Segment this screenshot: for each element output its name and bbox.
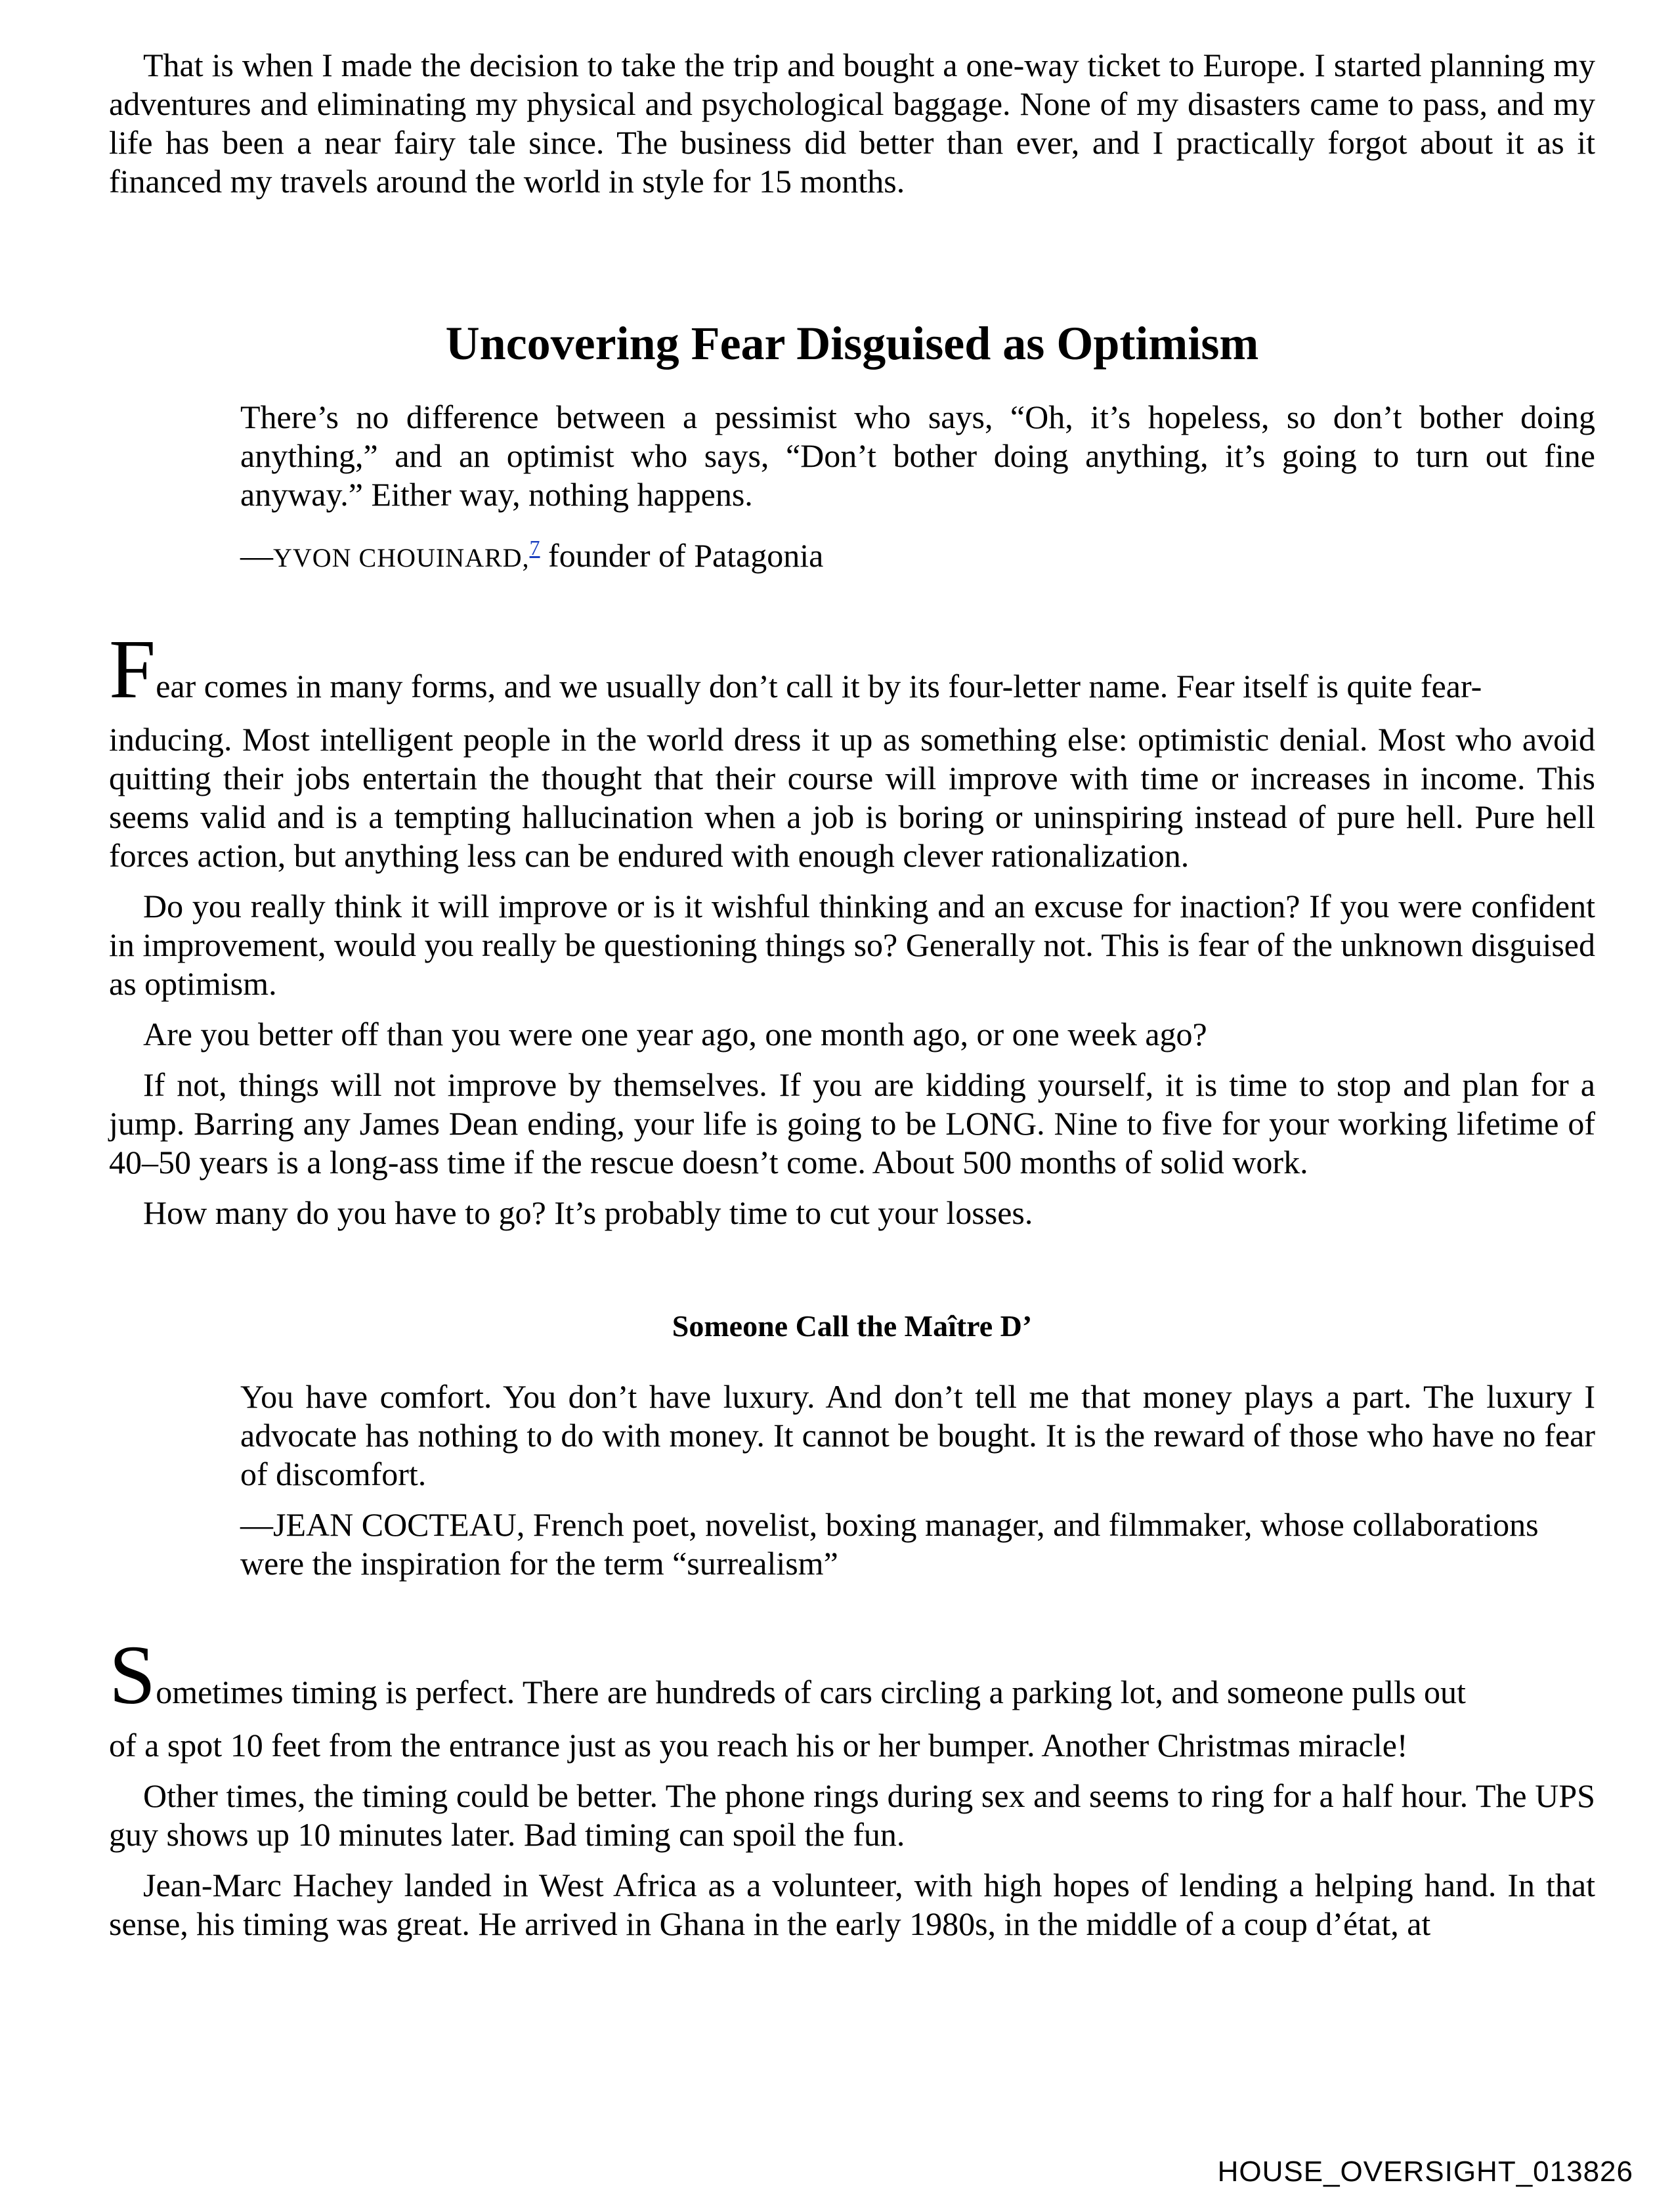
attribution-role: founder of Patagonia bbox=[540, 537, 824, 574]
dropcap-line-text: ometimes timing is perfect. There are hundreds of cars circling a parking lot, and someone pulls out bbox=[156, 1674, 1466, 1710]
epigraph-quote: You have comfort. You don’t have luxury. And don’t tell me that money plays a part. The luxury I advocate has nothing to do with money. It cannot be bought. It is the reward of those who have no fear of discomfort. bbox=[240, 1378, 1595, 1492]
dropcap-letter: F bbox=[109, 622, 156, 716]
document-page bbox=[109, 46, 1595, 1943]
epigraph-attribution: —JEAN COCTEAU, French poet, novelist, boxing manager, and filmmaker, whose collaborations were the inspiration for the term “surrealism” bbox=[240, 1506, 1539, 1582]
epigraph-quote: There’s no difference between a pessimist who says, “Oh, it’s hopeless, so don’t bother doing anything,” and an optimist who says, “Don’t bother doing anything, it’s going to turn out fine anyway.” Either way, nothing happens. bbox=[240, 399, 1595, 513]
dropcap-rest: of a spot 10 feet from the entrance just as you reach his or her bumper. Another Christmas miracle! bbox=[109, 1727, 1408, 1764]
body-paragraph: Other times, the timing could be better. The phone rings during sex and seems to ring for a half hour. The UPS guy shows up 10 minutes later. Bad timing can spoil the fun. bbox=[109, 1777, 1595, 1853]
epigraph-attribution bbox=[240, 529, 1595, 577]
dropcap-paragraph bbox=[109, 622, 1595, 875]
dropcap-line-text: ear comes in many forms, and we usually don’t call it by its four-letter name. Fear itself is quite fear- bbox=[156, 668, 1482, 705]
body-paragraph: Jean-Marc Hachey landed in West Africa as a volunteer, with high hopes of lending a helping hand. In that sense, his timing was great. He arrived in Ghana in the early 1980s, in the middle of a coup d’état, at bbox=[109, 1867, 1595, 1942]
dropcap-first-line bbox=[109, 622, 1595, 716]
footnote-link[interactable]: 7 bbox=[529, 536, 540, 559]
attribution-author: YVON CHOUINARD, bbox=[273, 543, 530, 573]
intro-paragraph: That is when I made the decision to take the trip and bought a one-way ticket to Europe. I started planning my adventures and eliminating my physical and psychological baggage. None of my disasters came to pass, and my life has been a near fairy tale since. The business did better than ever, and I practically forgot about it as it financed my travels around the world in style for 15 months. bbox=[109, 47, 1595, 200]
body-paragraph: Do you really think it will improve or is it wishful thinking and an excuse for inaction? If you were confident in improvement, would you really be questioning things so? Generally not. This is fear of the unknown disguised as optimism. bbox=[109, 888, 1595, 1002]
subsection-title: Someone Call the Maître D’ bbox=[672, 1309, 1033, 1343]
bates-number: HOUSE_OVERSIGHT_013826 bbox=[1217, 2156, 1633, 2188]
body-paragraph: How many do you have to go? It’s probably time to cut your losses. bbox=[143, 1194, 1033, 1231]
dropcap-first-line bbox=[109, 1628, 1595, 1722]
epigraph bbox=[240, 398, 1595, 577]
body-paragraph: If not, things will not improve by themselves. If you are kidding yourself, it is time to stop and plan for a jump. Barring any James Dean ending, your life is going to be LONG. Nine to five for your working lifetime of 40–50 years is a long-ass time if the rescue doesn’t come. About 500 months of solid work. bbox=[109, 1066, 1595, 1181]
dropcap-rest: inducing. Most intelligent people in the world dress it up as something else: optimistic denial. Most who avoid quitting their jobs entertain the thought that their course will improve with time or increases in income. This seems valid and is a tempting hallucination when a job is boring or uninspiring instead of pure hell. Pure hell forces action, but anything less can be endured with enough clever rationalization. bbox=[109, 721, 1595, 874]
section-title: Uncovering Fear Disguised as Optimism bbox=[445, 317, 1259, 370]
epigraph bbox=[240, 1377, 1595, 1583]
dropcap-letter: S bbox=[109, 1628, 156, 1722]
attribution-dash: — bbox=[240, 537, 273, 574]
body-paragraph: Are you better off than you were one year ago, one month ago, or one week ago? bbox=[143, 1016, 1207, 1052]
dropcap-paragraph bbox=[109, 1628, 1595, 1765]
